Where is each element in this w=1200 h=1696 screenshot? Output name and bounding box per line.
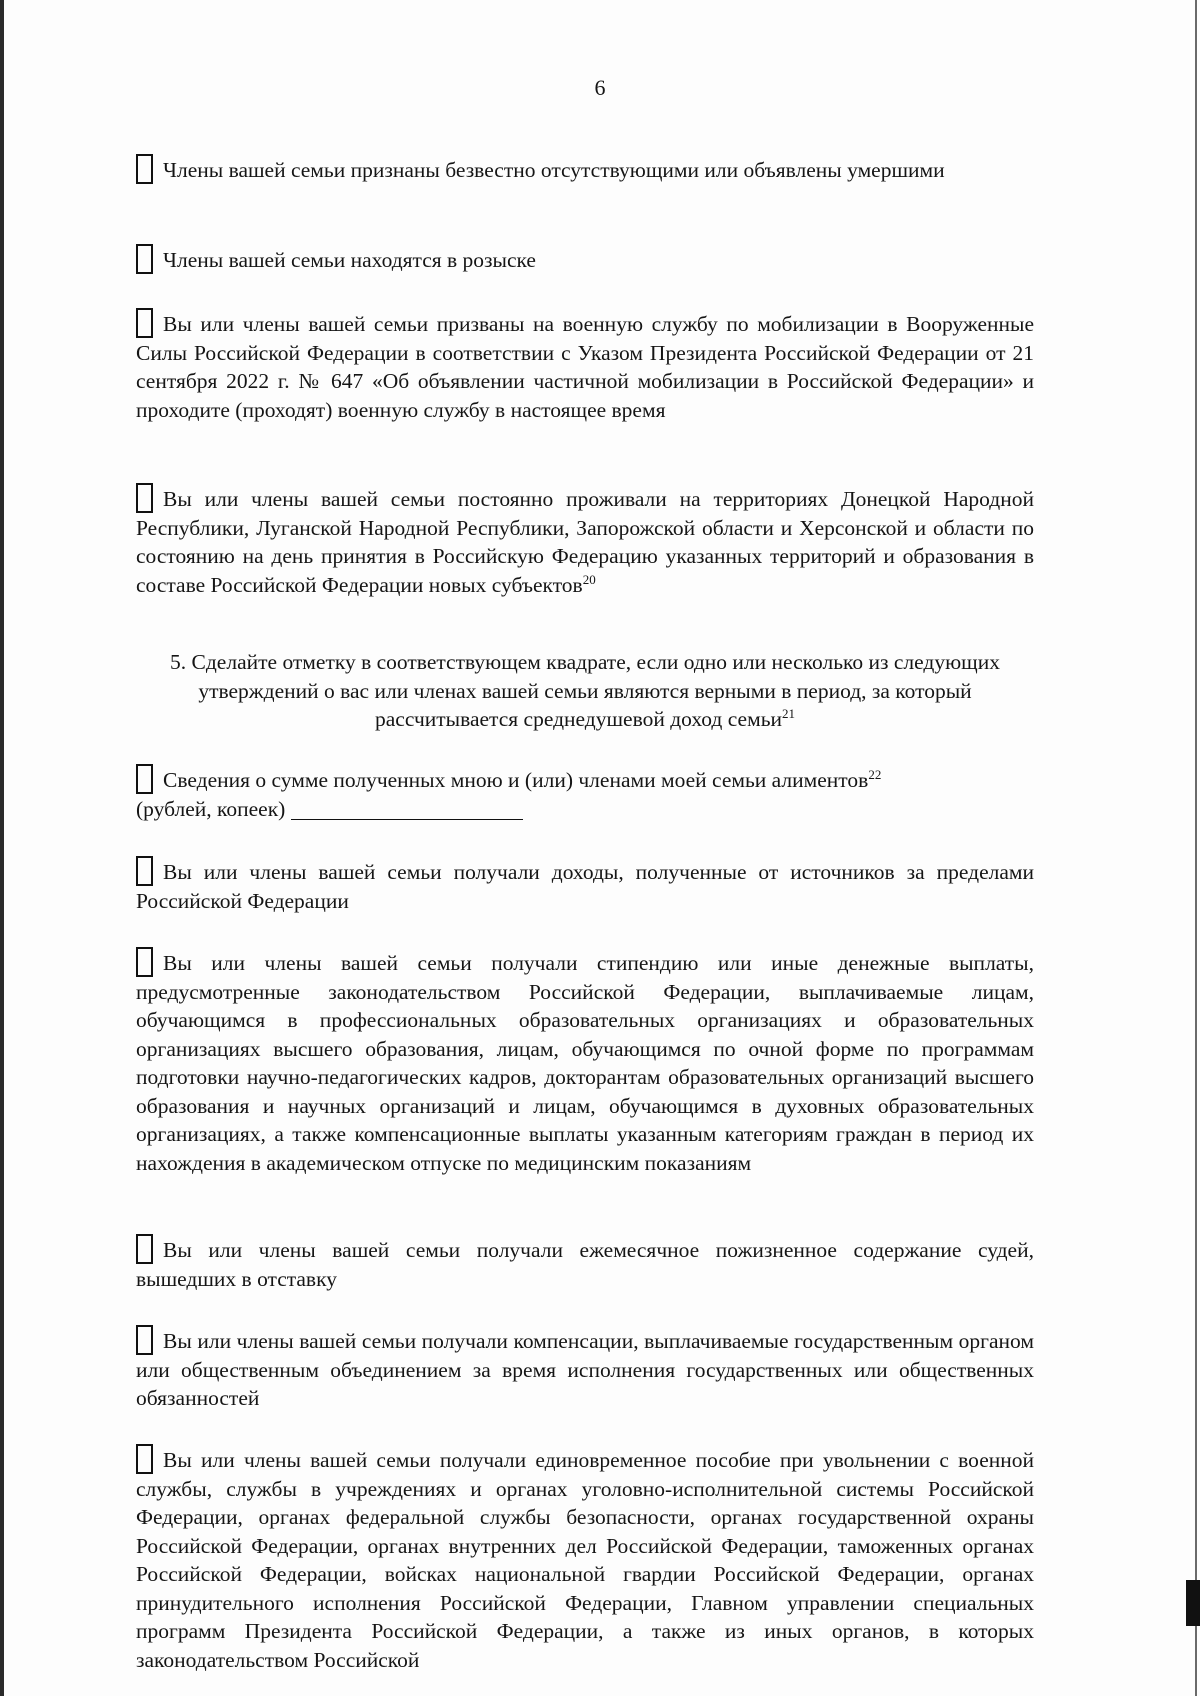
option-text: Вы или члены вашей семьи получали компенсации, выплачиваемые государственным органом или общественным объединением за время исполнения государственных или общественных обязанностей xyxy=(136,1329,1034,1410)
checkbox-mobilization[interactable] xyxy=(136,308,153,338)
option-text: Вы или члены вашей семьи постоянно проживали на территориях Донецкой Народной Республики, Луганской Народной Республики, Запорожской области и Херсонской и области по состоянию на день принятия в Российскую Федерацию указанных территорий и образования в составе Российской Федерации новых субъектов xyxy=(136,487,1034,597)
option-missing-family xyxy=(136,154,1034,185)
option-new-territories xyxy=(136,483,1034,599)
checkbox-dismissal-allowance[interactable] xyxy=(136,1444,153,1474)
checkbox-wanted-family[interactable] xyxy=(136,244,153,274)
option-text: Сведения о сумме полученных мною и (или) членами моей семьи алиментов xyxy=(163,768,869,792)
footnote-ref: 22 xyxy=(868,766,882,782)
option-text: Вы или члены вашей семьи получали ежемесячное пожизненное содержание судей, вышедших в отставку xyxy=(136,1238,1034,1291)
option-text: Вы или члены вашей семьи получали единовременное пособие при увольнении с военной службы, службы в учреждениях и органах уголовно-исполнительной системы Российской Федерации, органах федеральной службы безопасности, органах государственной охраны Российской Федерации, органах внутренних дел Российской Федерации, таможенных органах Российской Федерации, войсках национальной гвардии Российской Федерации, органах принудительного исполнения Российской Федерации, Главном управлении специальных программ Президента Российской Федерации, а также из иных органов, в которых законодательством Российской xyxy=(136,1448,1034,1672)
footnote-ref: 20 xyxy=(582,571,596,587)
checkbox-missing-family[interactable] xyxy=(136,154,153,184)
option-text: Члены вашей семьи находятся в розыске xyxy=(163,248,536,272)
checkbox-public-duties[interactable] xyxy=(136,1325,153,1355)
option-text: Члены вашей семьи признаны безвестно отсутствующими или объявлены умершими xyxy=(163,158,945,182)
checkbox-foreign-income[interactable] xyxy=(136,856,153,886)
option-mobilization xyxy=(136,308,1034,424)
checkbox-new-territories[interactable] xyxy=(136,483,153,513)
option-public-duties xyxy=(136,1325,1034,1413)
option-dismissal-allowance xyxy=(136,1444,1034,1674)
option-judges-allowance xyxy=(136,1234,1034,1293)
section-5-text: 5. Сделайте отметку в соответствующем квадрате, если одно или несколько из следующих утверждений о вас или членах вашей семьи являются верными в период, за который рассчитывается среднедушевой доход семьи xyxy=(170,650,1000,731)
scan-corner-mark xyxy=(1186,1580,1200,1626)
alimony-unit-label: (рублей, копеек) xyxy=(136,796,286,821)
footnote-ref: 21 xyxy=(782,705,795,721)
alimony-amount-field[interactable] xyxy=(291,797,523,820)
option-text: Вы или члены вашей семьи получали доходы, полученные от источников за пределами Российской Федерации xyxy=(136,860,1034,913)
checkbox-judges-allowance[interactable] xyxy=(136,1234,153,1264)
section-5-heading xyxy=(136,648,1034,734)
option-scholarship xyxy=(136,947,1034,1177)
checkbox-scholarship[interactable] xyxy=(136,947,153,977)
option-alimony xyxy=(136,764,1034,823)
checkbox-alimony[interactable] xyxy=(136,764,153,794)
page-number: 6 xyxy=(594,75,606,100)
scan-edge-left xyxy=(0,0,4,1696)
option-text: Вы или члены вашей семьи получали стипендию или иные денежные выплаты, предусмотренные законодательством Российской Федерации, выплачиваемые лицам, обучающимся в профессиональных образовательных организациях и образовательных организациях высшего образования, лицам, обучающимся по очной форме по программам подготовки научно-педагогических кадров, докторантам образовательных организаций высшего образования и научных организаций и лицам, обучающимся в духовных образовательных организациях, а также компенсационные выплаты указанным категориям граждан в период их нахождения в академическом отпуске по медицинским показаниям xyxy=(136,951,1034,1175)
scan-edge-right xyxy=(1195,0,1197,1696)
option-foreign-income xyxy=(136,856,1034,915)
option-wanted-family xyxy=(136,244,1034,275)
option-text: Вы или члены вашей семьи призваны на военную службу по мобилизации в Вооруженные Силы Российской Федерации в соответствии с Указом Президента Российской Федерации от 21 сентября 2022 г. № 647 «Об объявлении частичной мобилизации в Российской Федерации» и проходите (проходят) военную службу в настоящее время xyxy=(136,312,1034,422)
